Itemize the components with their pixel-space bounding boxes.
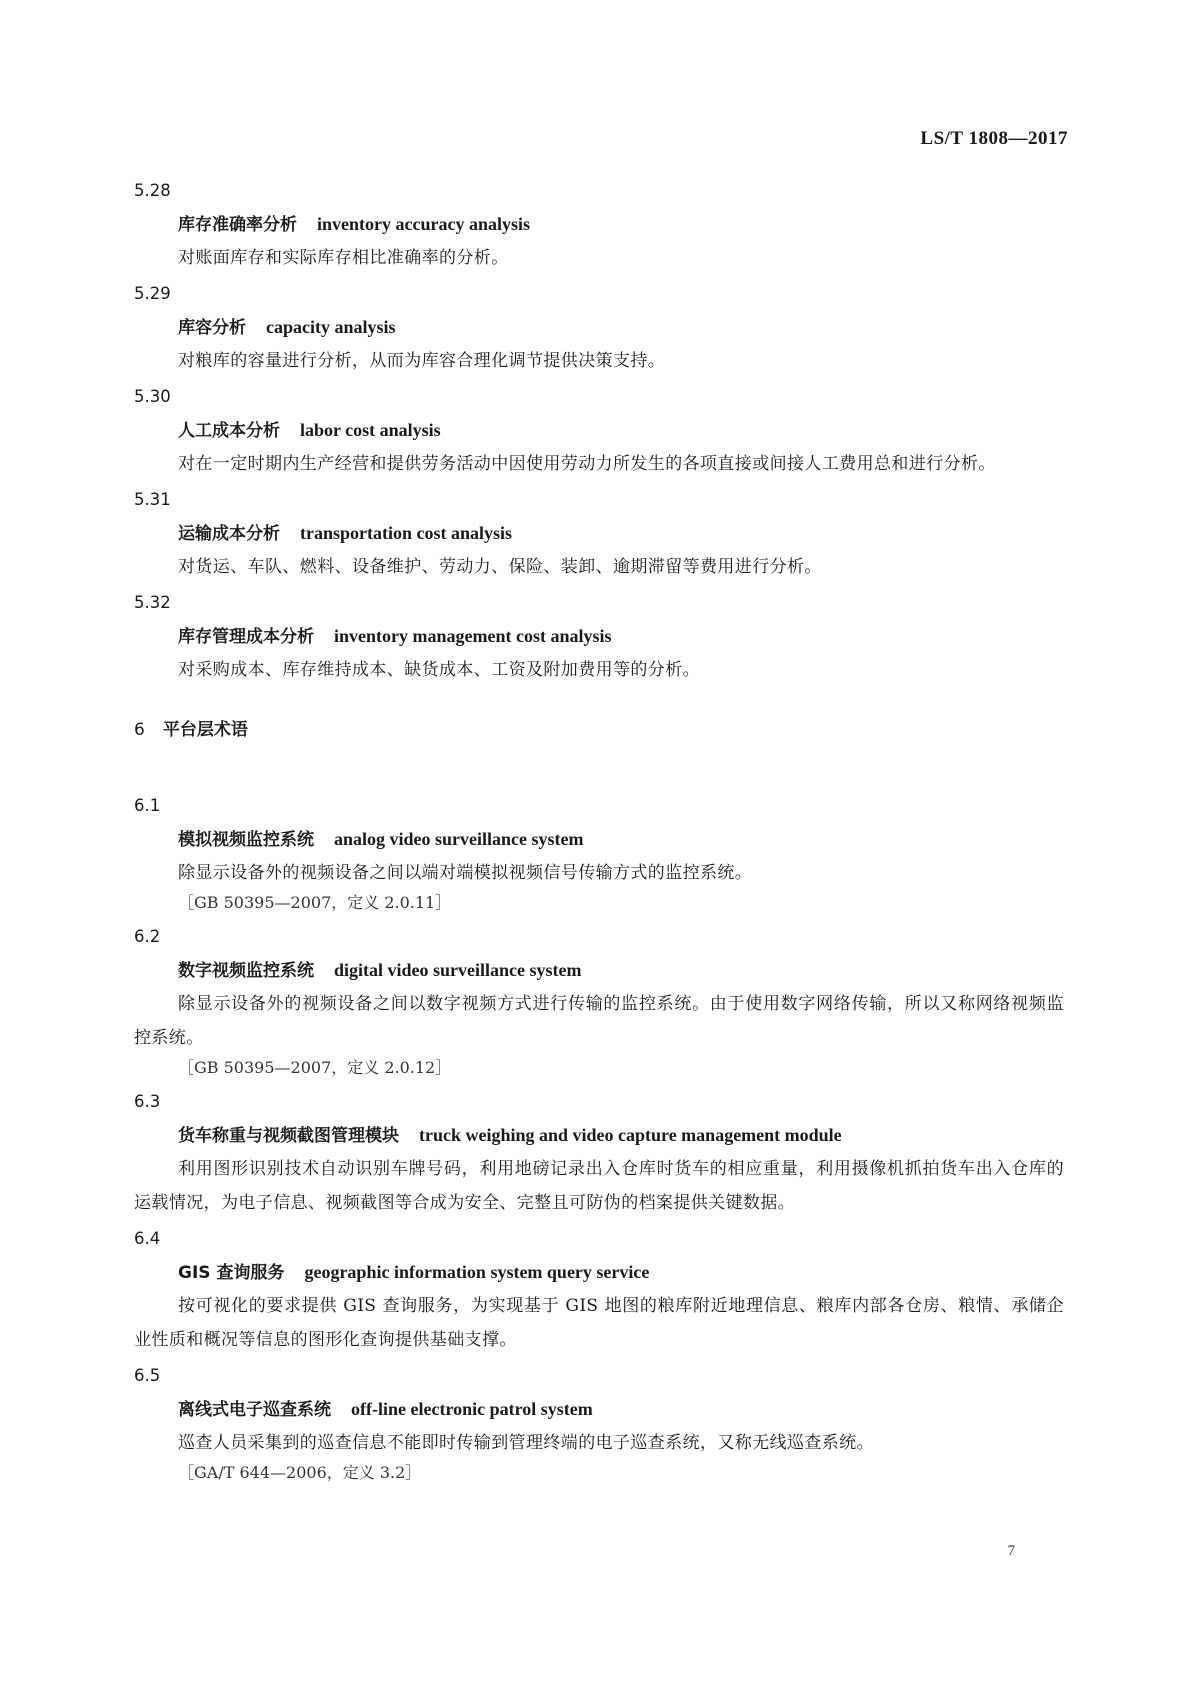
entries-group-5	[134, 180, 1064, 687]
term-heading	[178, 959, 1064, 982]
entry-number: 5.31	[134, 490, 171, 509]
term-english: inventory management cost analysis	[334, 626, 612, 646]
term-chinese: 库容分析	[178, 318, 246, 338]
term-english: digital video surveillance system	[334, 960, 582, 980]
term-heading	[178, 828, 1064, 851]
entry-number: 6.2	[134, 927, 161, 946]
term-heading	[178, 1124, 1064, 1147]
term-entry	[134, 1365, 1064, 1488]
term-definition: 对粮库的容量进行分析，从而为库容合理化调节提供决策支持。	[178, 351, 666, 371]
term-definition: 除显示设备外的视频设备之间以数字视频方式进行传输的监控系统。由于使用数字网络传输，所以又称网络视频监控系统。	[134, 994, 1064, 1048]
term-english: geographic information system query service	[304, 1262, 650, 1282]
entry-number: 5.32	[134, 593, 171, 612]
term-english: inventory accuracy analysis	[317, 214, 530, 234]
term-heading	[178, 213, 1064, 236]
entry-number: 5.29	[134, 284, 171, 303]
term-definition: 对在一定时期内生产经营和提供劳务活动中因使用劳动力所发生的各项直接或间接人工费用总和进行分析。	[178, 454, 996, 474]
term-chinese: 运输成本分析	[178, 524, 280, 544]
term-heading	[178, 522, 1064, 545]
term-heading	[178, 625, 1064, 648]
section-heading	[134, 719, 1064, 741]
entry-number: 6.1	[134, 796, 161, 815]
term-entry	[134, 180, 1064, 275]
term-chinese: GIS 查询服务	[178, 1263, 285, 1283]
term-definition: 对货运、车队、燃料、设备维护、劳动力、保险、装卸、逾期滞留等费用进行分析。	[178, 557, 822, 577]
term-entry	[134, 926, 1064, 1083]
term-chinese: 库存准确率分析	[178, 215, 297, 235]
term-english: labor cost analysis	[300, 420, 441, 440]
term-english: capacity analysis	[266, 317, 396, 337]
entry-number: 5.30	[134, 387, 171, 406]
term-definition: 除显示设备外的视频设备之间以端对端模拟视频信号传输方式的监控系统。	[178, 863, 753, 883]
term-english: transportation cost analysis	[300, 523, 513, 543]
term-source: ［GB 50395—2007，定义 2.0.12］	[178, 1058, 452, 1077]
term-heading	[178, 1261, 1064, 1284]
section-title: 平台层术语	[162, 720, 248, 740]
term-chinese: 数字视频监控系统	[178, 961, 314, 981]
term-source: ［GB 50395—2007，定义 2.0.11］	[178, 893, 452, 912]
term-english: truck weighing and video capture management module	[419, 1125, 842, 1145]
term-entry	[134, 795, 1064, 918]
term-english: off-line electronic patrol system	[351, 1399, 593, 1419]
page-number: 7	[1007, 1543, 1015, 1559]
entries-group-6	[134, 795, 1064, 1488]
entry-number: 6.3	[134, 1092, 161, 1111]
term-source: ［GA/T 644—2006，定义 3.2］	[178, 1463, 422, 1482]
entry-number: 6.5	[134, 1366, 161, 1385]
term-chinese: 离线式电子巡查系统	[178, 1400, 331, 1420]
term-definition: 对采购成本、库存维持成本、缺货成本、工资及附加费用等的分析。	[178, 660, 700, 680]
term-english: analog video surveillance system	[334, 829, 584, 849]
section-number: 6	[134, 720, 145, 740]
term-heading	[178, 1398, 1064, 1421]
term-chinese: 库存管理成本分析	[178, 627, 314, 647]
term-entry	[134, 592, 1064, 687]
term-entry	[134, 1091, 1064, 1220]
term-entry	[134, 386, 1064, 481]
entry-number: 6.4	[134, 1229, 161, 1248]
page-content	[134, 180, 1064, 1496]
term-definition: 按可视化的要求提供 GIS 查询服务，为实现基于 GIS 地图的粮库附近地理信息、粮库内部各仓房、粮情、承储企业性质和概况等信息的图形化查询提供基础支撑。	[134, 1296, 1064, 1350]
entry-number: 5.28	[134, 181, 171, 200]
term-entry	[134, 283, 1064, 378]
term-chinese: 人工成本分析	[178, 421, 280, 441]
term-heading	[178, 419, 1064, 442]
term-definition: 利用图形识别技术自动识别车牌号码，利用地磅记录出入仓库时货车的相应重量，利用摄像机抓拍货车出入仓库的运载情况，为电子信息、视频截图等合成为安全、完整且可防伪的档案提供关键数据。	[134, 1159, 1064, 1213]
term-definition: 对账面库存和实际库存相比准确率的分析。	[178, 248, 509, 268]
term-definition: 巡查人员采集到的巡查信息不能即时传输到管理终端的电子巡查系统，又称无线巡查系统。	[178, 1433, 874, 1453]
term-heading	[178, 316, 1064, 339]
term-chinese: 模拟视频监控系统	[178, 830, 314, 850]
term-entry	[134, 489, 1064, 584]
term-chinese: 货车称重与视频截图管理模块	[178, 1126, 399, 1146]
standard-code: LS/T 1808—2017	[920, 128, 1068, 149]
term-entry	[134, 1228, 1064, 1357]
